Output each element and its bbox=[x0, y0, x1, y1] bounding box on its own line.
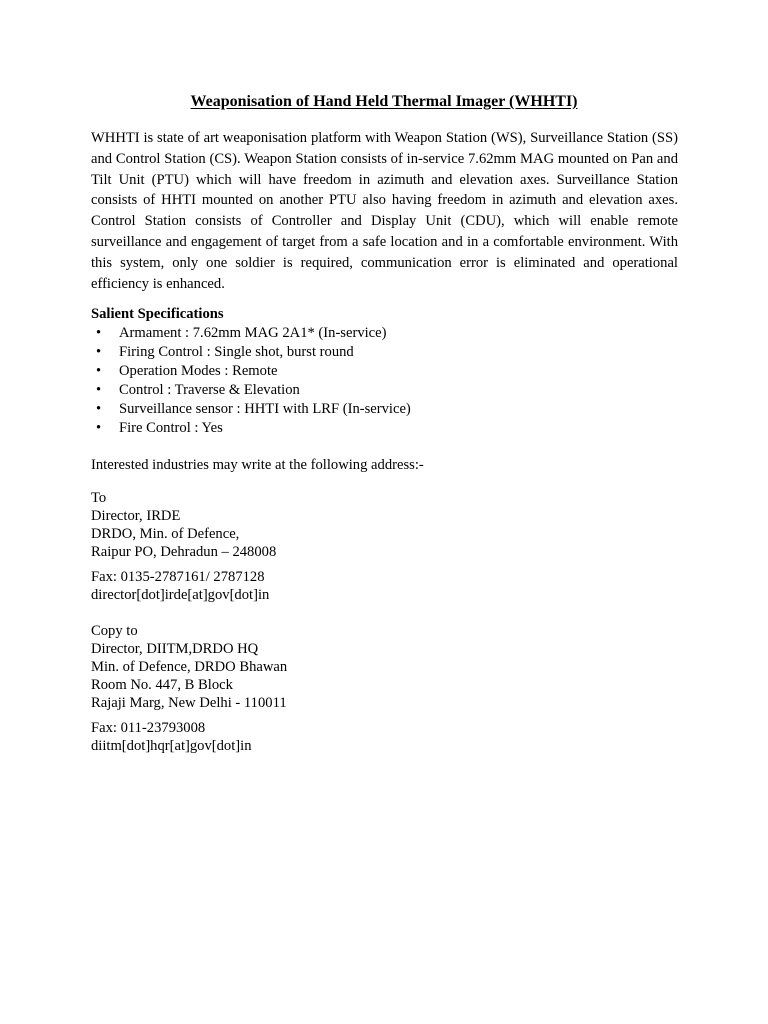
list-item bbox=[91, 324, 411, 343]
address-copy-fax: Fax: 011-23793008 bbox=[91, 720, 206, 736]
spec-armament: Armament : 7.62mm MAG 2A1* (In-service) bbox=[119, 325, 387, 341]
bullet-icon: • bbox=[96, 382, 102, 398]
list-item bbox=[91, 400, 411, 419]
spec-surveillance-sensor: Surveillance sensor : HHTI with LRF (In-service) bbox=[119, 401, 411, 417]
address-copy-contact bbox=[91, 719, 252, 755]
address-to-email: director[dot]irde[at]gov[dot]in bbox=[91, 587, 270, 603]
bullet-icon: • bbox=[96, 363, 102, 379]
address-copy-line: Copy to bbox=[91, 623, 138, 639]
address-copy-line: Room No. 447, B Block bbox=[91, 677, 233, 693]
address-to-line: To bbox=[91, 490, 107, 506]
bullet-icon: • bbox=[96, 401, 102, 417]
address-to-block bbox=[91, 489, 276, 561]
address-to-line: Director, IRDE bbox=[91, 508, 181, 524]
document-title: Weaponisation of Hand Held Thermal Imager (WHHTI) bbox=[190, 93, 578, 110]
bullet-icon: • bbox=[96, 344, 102, 360]
specifications-list bbox=[91, 324, 411, 438]
bullet-icon: • bbox=[96, 420, 102, 436]
address-to-contact bbox=[91, 568, 269, 604]
list-item bbox=[91, 343, 411, 362]
address-copy-line: Min. of Defence, DRDO Bhawan bbox=[91, 659, 288, 675]
list-item bbox=[91, 381, 411, 400]
address-copy-email: diitm[dot]hqr[at]gov[dot]in bbox=[91, 738, 252, 754]
spec-operation-modes: Operation Modes : Remote bbox=[119, 363, 278, 379]
intro-paragraph: WHHTI is state of art weaponisation platform with Weapon Station (WS), Surveillance Station (SS) and Control Station (CS). Weapon Station consists of in-service 7.62mm MAG mounted on Pan and Tilt Unit (PTU) which will have freedom in azimuth and elevation axes. Surveillance Station consists of HHTI mounted on another PTU also having freedom in azimuth and elevation axes. Control Station consists of Controller and Display Unit (CDU), which will enable remote surveillance and engagement of target from a safe location and in a comfortable environment. With this system, only one soldier is required, communication error is eliminated and operational efficiency is enhanced. bbox=[91, 130, 678, 292]
address-copy-block bbox=[91, 622, 287, 712]
spec-fire-control: Fire Control : Yes bbox=[119, 420, 223, 436]
list-item bbox=[91, 362, 411, 381]
address-to-line: Raipur PO, Dehradun – 248008 bbox=[91, 544, 277, 560]
spec-firing-control: Firing Control : Single shot, burst round bbox=[119, 344, 354, 360]
list-item bbox=[91, 419, 411, 438]
address-to-fax: Fax: 0135-2787161/ 2787128 bbox=[91, 569, 265, 585]
address-copy-line: Director, DIITM,DRDO HQ bbox=[91, 641, 259, 657]
address-copy-line: Rajaji Marg, New Delhi - 110011 bbox=[91, 695, 287, 711]
address-to-line: DRDO, Min. of Defence, bbox=[91, 526, 240, 542]
bullet-icon: • bbox=[96, 325, 102, 341]
interest-line: Interested industries may write at the following address:- bbox=[91, 457, 424, 473]
spec-control: Control : Traverse & Elevation bbox=[119, 382, 300, 398]
specifications-heading: Salient Specifications bbox=[91, 306, 224, 322]
